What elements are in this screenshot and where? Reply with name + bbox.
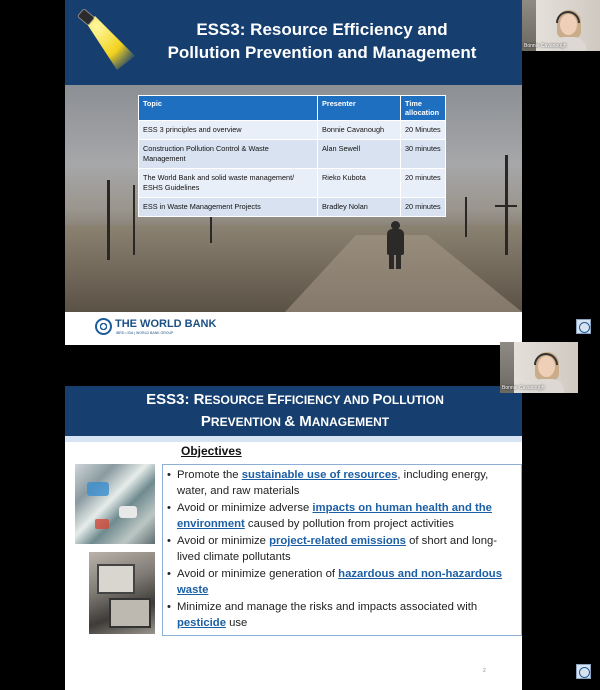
slide-1 [65,0,522,345]
utility-pole [107,180,110,260]
slide-2-title-line2: PREVENTION & MANAGEMENT [200,413,390,430]
spotlight-icon [73,8,135,70]
oil-derrick-beam [495,205,517,207]
column-header: Presenter [318,96,401,121]
list-item: • Minimize and manage the risks and impacts associated with pesticide use [167,599,513,631]
slide-1-title [127,18,517,64]
table-cell: 20 Minutes [401,121,446,140]
table-row [139,140,446,169]
list-item: • Promote the sustainable use of resources, including energy, water, and raw materials [167,467,513,499]
table-row [139,169,446,198]
table-cell: 20 minutes [401,169,446,198]
table-cell: Bonnie Cavanough [318,121,401,140]
list-item: • Avoid or minimize adverse impacts on human health and the environment caused by pollution from project activities [167,500,513,532]
list-item: • Avoid or minimize generation of hazardous and non-hazardous waste [167,566,513,598]
walking-person [385,221,405,269]
slide-2-header [65,386,522,436]
objectives-heading: Objectives [181,444,242,458]
schedule-table [138,95,446,217]
table-cell: 30 minutes [401,140,446,169]
participant-video-tile[interactable] [500,342,578,393]
column-header: Topic [139,96,318,121]
table-cell: Construction Pollution Control & Waste Management [139,140,318,169]
plastic-waste-image [75,464,155,544]
objectives-box [162,464,522,636]
table-cell: Bradley Nolan [318,198,401,217]
column-header: Time allocation [401,96,446,121]
slide-1-title-line2: Pollution Prevention and Management [167,43,477,62]
electronic-waste-image [89,552,155,634]
logo-text: THE WORLD BANK [115,318,217,330]
participant-name: Bonnie Cavanough [502,385,545,391]
world-bank-logo-icon [576,664,591,679]
table-cell: 20 minutes [401,198,446,217]
logo-subtext: IBRD • IDA | WORLD BANK GROUP [116,331,174,335]
list-item: • Avoid or minimize project-related emissions of short and long-lived climate pollutants [167,533,513,565]
world-bank-globe-icon [95,318,112,335]
objectives-list [163,465,521,631]
utility-pole [465,197,467,237]
slide-2 [65,386,522,690]
table-cell: ESS in Waste Management Projects [139,198,318,217]
table-row [139,198,446,217]
table-cell: Rieko Kubota [318,169,401,198]
table-row [139,121,446,140]
world-bank-logo-icon [576,319,591,334]
table-cell: Alan Sewell [318,140,401,169]
participant-video-tile[interactable] [522,0,600,51]
table-header-row [139,96,446,121]
table-cell: The World Bank and solid waste management/ ESHS Guidelines [139,169,318,198]
table-cell: ESS 3 principles and overview [139,121,318,140]
slide-2-title [105,389,485,433]
participant-name: Bonnie Cavanough [524,43,567,49]
utility-pole [133,185,135,255]
slide-1-header [65,0,522,85]
page-number: 2 [483,668,486,674]
world-bank-logo [95,316,225,340]
header-ribbon [65,436,522,442]
slide-1-title-line1: ESS3: Resource Efficiency and [196,20,448,39]
slide-2-title-line1: ESS3: RESOURCE EFFICIENCY AND POLLUTION [146,391,444,408]
